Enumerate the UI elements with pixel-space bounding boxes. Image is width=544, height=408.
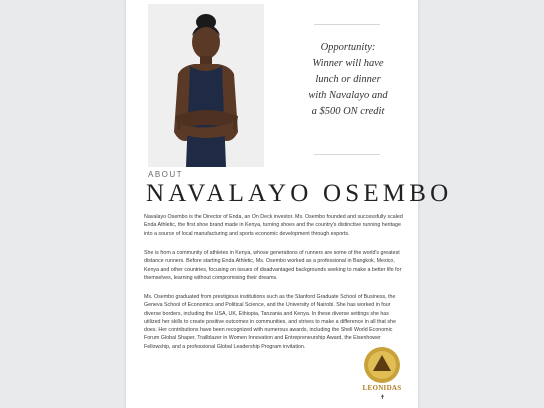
portrait-illustration bbox=[148, 4, 264, 167]
divider-bottom bbox=[314, 154, 380, 155]
logo-emblem-icon bbox=[359, 345, 405, 385]
bio-paragraph-2: She is from a community of athletes in Kenya, whose generations of runners are some of the world's greatest distance runners. Before starting Enda Athletic, Ms. Osembo worked as a professional in Bangkok, Mexico, Kenya and other countries, focusing on issues of disadvantaged backgrounds seeking to make a better life for themselves, learning without compromising their dreams. bbox=[144, 250, 402, 281]
about-eyebrow: ABOUT bbox=[148, 170, 184, 179]
event-flyer-page bbox=[126, 0, 453, 408]
opportunity-text: Opportunity: Winner will have lunch or dinner with Navalayo and a $500 ON credit bbox=[308, 42, 388, 117]
divider-top bbox=[314, 24, 380, 25]
bio-paragraph-1: Navalayo Osembo is the Director of Enda, an On Deck investor. Ms. Osembo founded and successfully scaled Enda Athletic, the first shoe brand made in Kenya, turning shoes and the country's distinctive running heritage into a source of local manufacturing and sports economic development through exports. bbox=[144, 214, 403, 237]
bio-paragraph-3: Ms. Osembo graduated from prestigious institutions such as the Stanford Graduate School of Business, the Geneva School of Economics and Political Science, and the University of Nairobi. She has worked in four diverse borders, including the USA, UK, Ethiopia, Tanzania and Kenya. In these diverse settings she has utilized her skills to create positive outcomes in communities, and strives to make a difference in all that she does. Her contributions have been recognized with numerous awards, including the Shell World Economic Forum Global Shaper, Trailblazer in Women Innovation and Entrepreneurship Award, the Eisenhower Fellowship, and a professional Global Leadership Program invitation. bbox=[144, 294, 396, 350]
cross-icon: ✝ bbox=[380, 394, 386, 401]
logo-wordmark: LEONIDAS bbox=[362, 384, 402, 392]
leonidas-logo bbox=[359, 345, 405, 407]
speaker-photo bbox=[148, 4, 264, 167]
speaker-name: NAVALAYO OSEMBO bbox=[146, 180, 453, 207]
